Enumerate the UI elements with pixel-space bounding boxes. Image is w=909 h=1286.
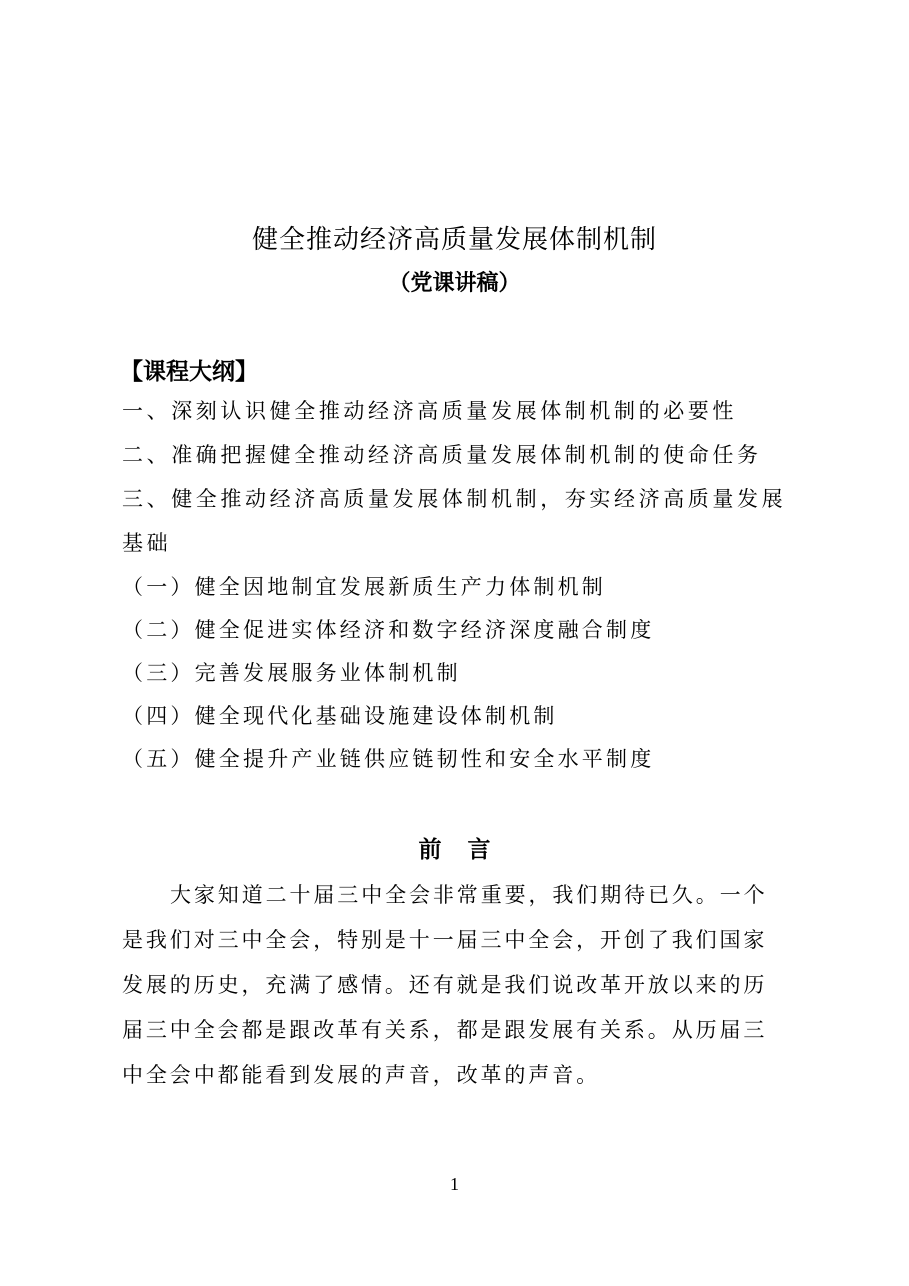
preface-heading: 前言 — [418, 837, 517, 863]
document-subtitle: （党课讲稿） — [388, 271, 521, 296]
outline-list — [122, 397, 802, 788]
document-title: 健全推动经济高质量发展体制机制 — [251, 225, 657, 255]
outline-sub-item-1: （一）健全因地制宜发展新质生产力体制机制 — [122, 575, 606, 599]
outline-item-3: 三、健全推动经济高质量发展体制机制，夯实经济高质量发展 — [122, 487, 787, 511]
preface-line-5: 中全会中都能看到发展的声音，改革的声音。 — [122, 1063, 600, 1087]
outline-item-1: 一、深刻认识健全推动经济高质量发展体制机制的必要性 — [122, 399, 737, 423]
outline-item-3-continued: 基础 — [122, 531, 172, 555]
preface-line-3: 发展的历史，充满了感情。还有就是我们说改革开放以来的历 — [122, 973, 768, 997]
outline-item-2: 二、准确把握健全推动经济高质量发展体制机制的使命任务 — [122, 443, 762, 467]
preface-line-4: 届三中全会都是跟改革有关系，都是跟发展有关系。从历届三 — [122, 1018, 768, 1042]
preface-line-2: 是我们对三中全会，特别是十一届三中全会，开创了我们国家 — [122, 928, 768, 952]
outline-sub-item-5: （五）健全提升产业链供应链韧性和安全水平制度 — [122, 747, 655, 771]
page-number: 1 — [450, 1174, 459, 1194]
outline-sub-item-4: （四）健全现代化基础设施建设体制机制 — [122, 704, 558, 728]
outline-sub-item-3: （三）完善发展服务业体制机制 — [122, 661, 461, 685]
preface-line-1: 大家知道二十届三中全会非常重要，我们期待已久。一个 — [170, 883, 768, 907]
outline-heading: 【课程大纲】 — [120, 359, 258, 385]
preface-paragraph — [122, 873, 794, 1098]
outline-sub-item-2: （二）健全促进实体经济和数字经济深度融合制度 — [122, 618, 655, 642]
